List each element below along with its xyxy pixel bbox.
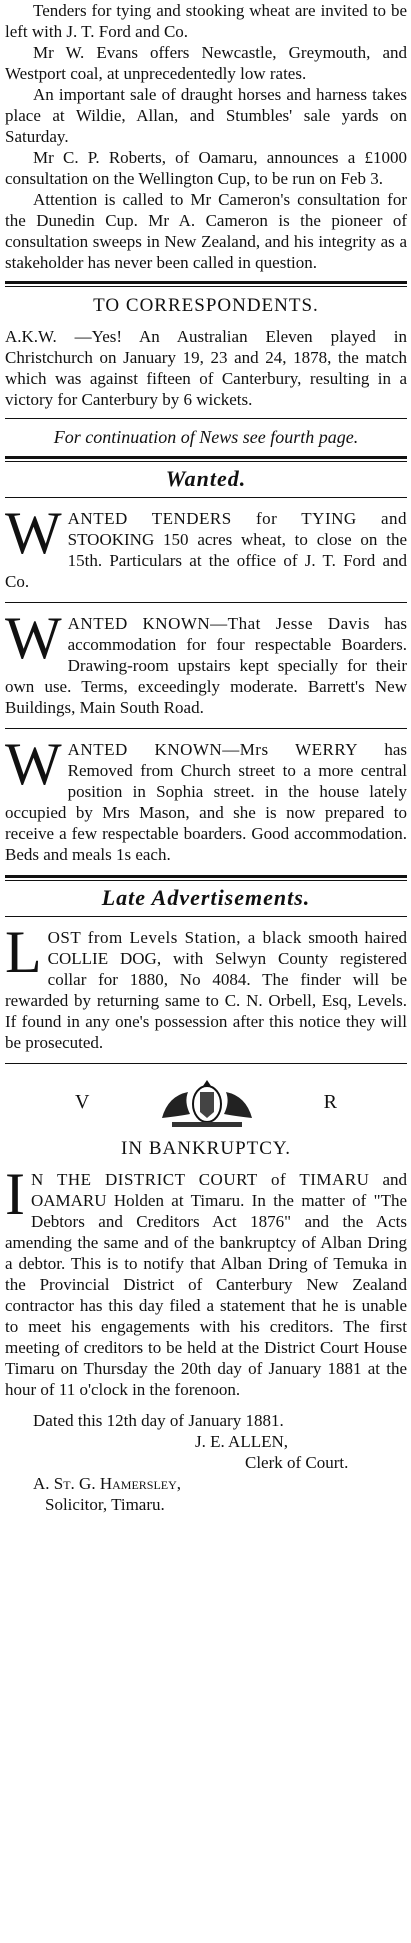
divider xyxy=(5,602,407,603)
wanted-ad xyxy=(5,731,407,865)
drop-cap: W xyxy=(5,731,62,797)
drop-cap: L xyxy=(5,919,42,985)
news-item: Mr C. P. Roberts, of Oamaru, announces a £1000 consultation on the Wellington Cup, to be run on Feb 3. xyxy=(5,148,407,188)
late-ads-heading: Late Advertisements. xyxy=(101,885,311,910)
lost-dog-ad xyxy=(5,919,407,1053)
ad-body: STOOKING 150 acres wheat, to close on the 15th. Particulars at the office of J. T. Ford and Co. xyxy=(5,530,407,591)
bankruptcy-notice xyxy=(5,1161,408,1400)
divider xyxy=(5,418,407,419)
wanted-heading: Wanted. xyxy=(165,466,247,491)
divider xyxy=(5,456,407,462)
ad-first-line: OST from Levels Station, a black xyxy=(47,928,302,947)
bankruptcy-heading: IN BANKRUPTCY. xyxy=(121,1138,291,1159)
divider xyxy=(5,497,407,498)
news-paragraphs xyxy=(5,0,407,273)
news-item: An important sale of draught horses and harness takes place at Wildie, Allan, and Stumbles' sale yards on Saturday. xyxy=(5,85,407,146)
wanted-ad xyxy=(5,500,407,592)
notice-first-line: N THE DISTRICT COURT of TIMARU xyxy=(30,1170,370,1189)
divider xyxy=(5,875,407,881)
drop-cap: I xyxy=(5,1161,25,1227)
divider xyxy=(5,281,407,287)
notice-date: Dated this 12th day of January 1881. xyxy=(33,1411,284,1430)
drop-cap: W xyxy=(5,605,62,671)
news-item: Mr W. Evans offers Newcastle, Greymouth, and Westport coal, at unprecedentedly low rates. xyxy=(5,43,407,83)
divider xyxy=(5,1063,407,1064)
divider xyxy=(5,728,407,729)
divider xyxy=(5,916,407,917)
correspondents-heading: TO CORRESPONDENTS. xyxy=(93,295,319,316)
ad-first-line: ANTED KNOWN—Mrs WERRY xyxy=(67,740,359,759)
ad-body: has accommodation for four respectable Boarders. Drawing-room upstairs kept specially for their own use. Terms, exceedingly moderate. Barrett's New Buildings, Main South Road. xyxy=(5,614,407,717)
continuation-note: For continuation of News see fourth page. xyxy=(53,427,359,447)
ad-body: has Removed from Church street to a more central position in Sophia street. in the house lately occupied by Mrs Mason, and she is now prepared to receive a few respectable boarders. Good accommodation. Beds and meals 1s each. xyxy=(5,740,407,864)
signer-name: J. E. ALLEN, xyxy=(195,1432,289,1451)
news-item: Attention is called to Mr Cameron's consultation for the Dunedin Cup. Mr A. Cameron is the pioneer of consultation sweeps in New Zealand, and his integrity as a stakeholder has never been called in question. xyxy=(5,190,407,272)
royal-coat-of-arms-icon xyxy=(152,1074,262,1130)
news-item: Tenders for tying and stooking wheat are invited to be left with J. T. Ford and Co. xyxy=(5,1,407,41)
ad-first-line: ANTED KNOWN—That Jesse Davis xyxy=(67,614,371,633)
notice-body: and OAMARU Holden at Timaru. In the matter of "The Debtors and Creditors Act 1876" and the Acts amending the same and of the bankruptcy of Alban Dring a debtor. This is to notify that Alban Dring of Temuka in the Provincial District of Canterbury New Zealand contractor has this day filed a statement that he is unable to meet his engagements with his creditors. The first meeting of creditors to be held at the District Court House Timaru on Thursday the 20th day of January 1881 at the hour of 11 o'clock in the forenoon. xyxy=(5,1170,408,1399)
wanted-ad xyxy=(5,605,407,718)
solicitor-name: A. St. G. Hamersley, xyxy=(33,1474,182,1493)
seal-letter-r: R xyxy=(323,1090,337,1113)
ad-first-line: ANTED TENDERS for TYING and xyxy=(67,509,407,528)
solicitor-place: Solicitor, Timaru. xyxy=(45,1495,165,1514)
ad-body: smooth haired COLLIE DOG, with Selwyn County registered collar for 1880, No 4084. The finder will be rewarded by returning same to C. N. Orbell, Esq, Levels. If found in any one's possession after this notice they will be prosecuted. xyxy=(5,928,407,1052)
royal-seal-row xyxy=(5,1074,407,1130)
signer-title: Clerk of Court. xyxy=(245,1453,349,1472)
seal-letter-v: V xyxy=(75,1090,90,1113)
correspondents-text: A.K.W. —Yes! An Australian Eleven played in Christchurch on January 19, 23 and 24, 1878, the match which was against fifteen of Canterbury, resulting in a victory for Canterbury by 6 wickets. xyxy=(5,327,407,409)
drop-cap: W xyxy=(5,500,62,566)
